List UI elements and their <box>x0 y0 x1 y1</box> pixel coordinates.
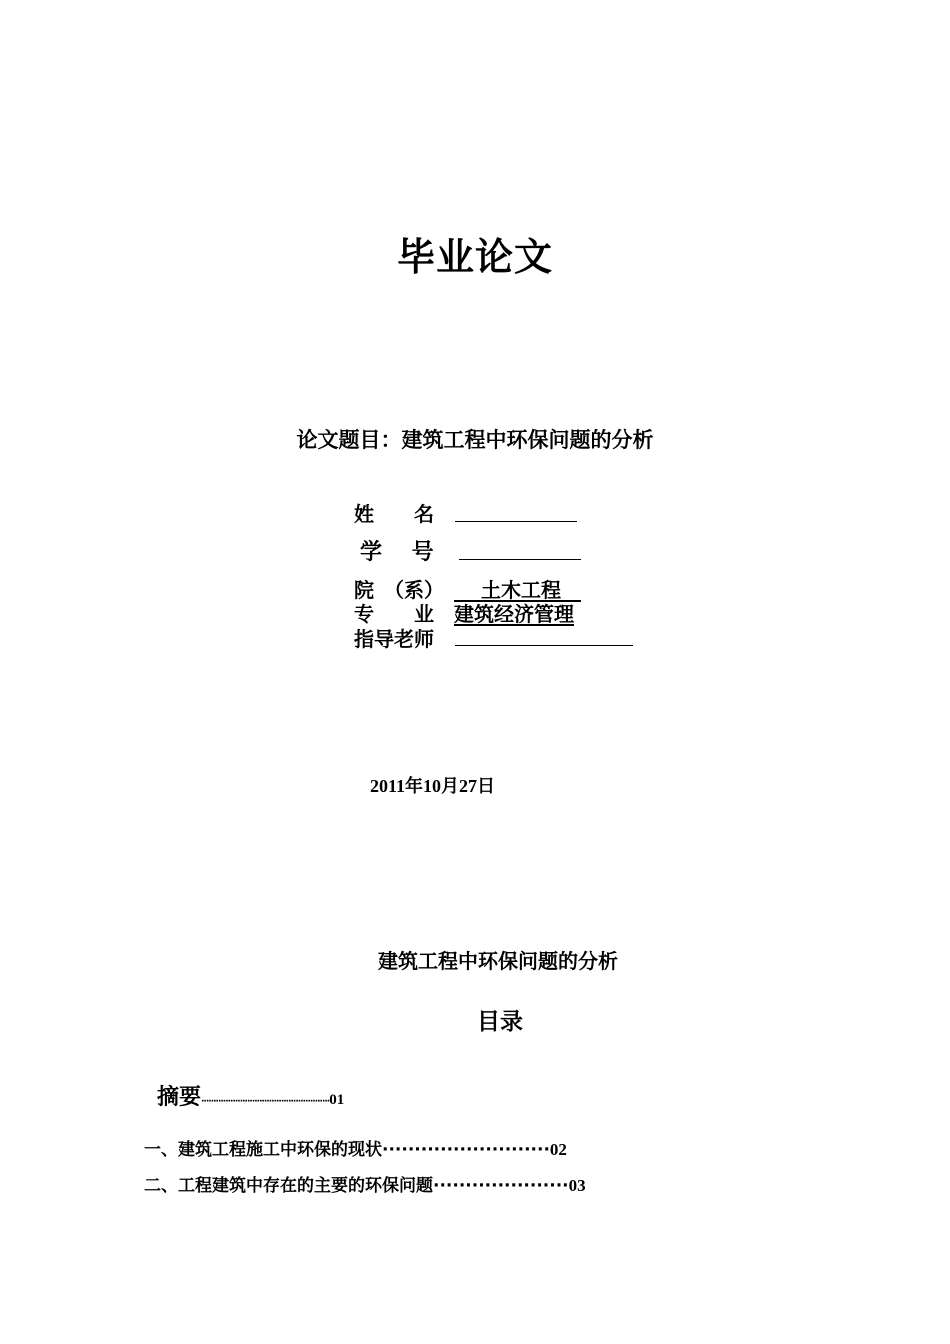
name-label: 姓 名 <box>354 502 434 526</box>
toc-page-number: 03 <box>568 1176 586 1195</box>
advisor-label: 指导老师 <box>354 627 434 651</box>
thesis-main-title: 毕业论文 <box>396 235 553 279</box>
department-value: 土木工程 <box>454 578 581 602</box>
department-label: 院 （系） <box>354 578 444 602</box>
major-value: 建筑经济管理 <box>454 602 574 626</box>
toc-entry-label: 二、工程建筑中存在的主要的环保问题 <box>144 1176 433 1196</box>
thesis-topic: 论文题目：建筑工程中环保问题的分析 <box>296 428 654 452</box>
toc-entry[interactable] <box>144 1135 567 1160</box>
student-id-field-line <box>459 535 581 560</box>
toc-leader-dots: ····················································· <box>201 1097 330 1107</box>
name-field-line <box>455 497 577 522</box>
toc-page-number: 01 <box>329 1092 345 1108</box>
toc-abstract-label: 摘要 <box>157 1085 202 1110</box>
student-id-label: 学 号 <box>360 540 434 565</box>
toc-leader-dots: ·························· <box>382 1140 550 1160</box>
toc-entry[interactable] <box>144 1171 586 1196</box>
advisor-field-line <box>455 621 633 646</box>
toc-abstract-entry[interactable] <box>157 1080 344 1111</box>
document-title: 建筑工程中环保问题的分析 <box>378 949 618 973</box>
toc-entry-label: 一、建筑工程施工中环保的现状 <box>144 1140 382 1160</box>
toc-page-number: 02 <box>549 1140 567 1159</box>
toc-leader-dots: ····················· <box>433 1176 569 1196</box>
thesis-date: 2011年10月27日 <box>370 776 496 796</box>
major-label: 专 业 <box>354 602 434 626</box>
toc-heading: 目录 <box>477 1009 523 1035</box>
